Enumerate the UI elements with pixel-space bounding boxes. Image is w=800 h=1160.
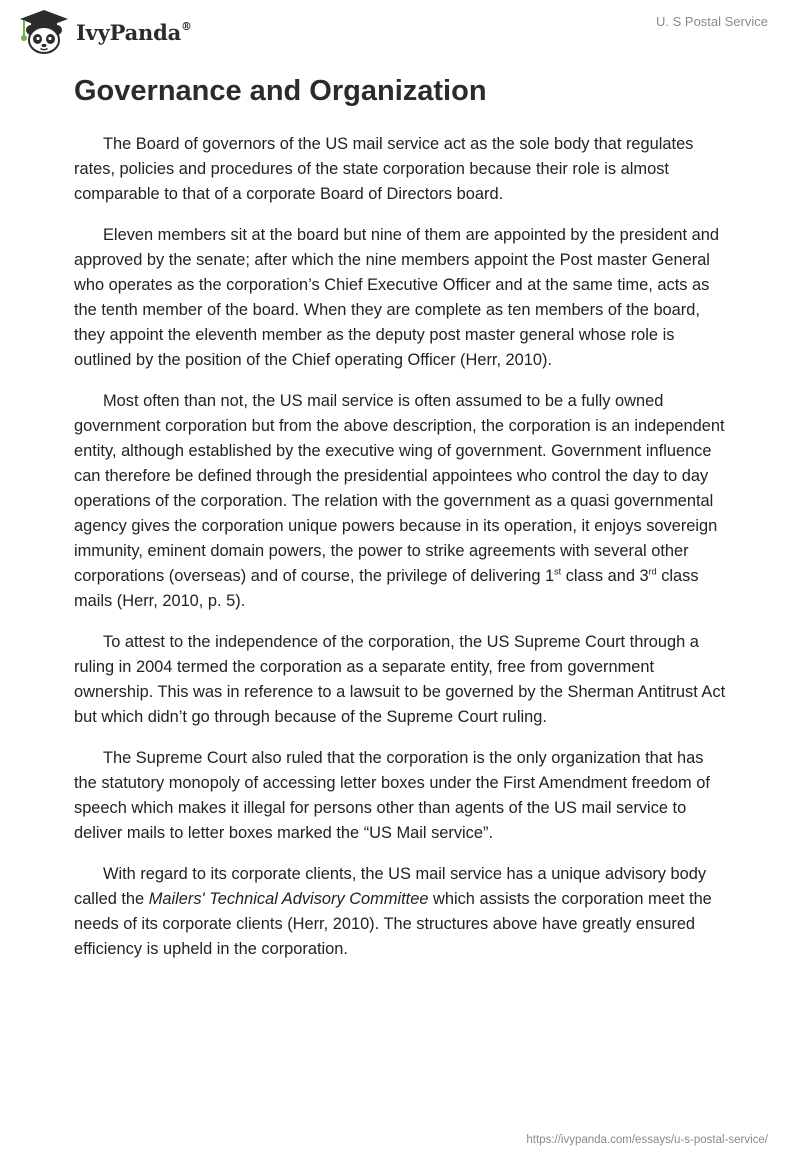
panda-graduate-icon [16,8,72,56]
paragraph-government-influence: Most often than not, the US mail service is often assumed to be a fully owned government corporation but from the above description, the corporation is an independent entity, although established by the executive wing of government. Government influence can therefore be defined through the presidential appointees who control the day to day operations of the corporation. The relation with the government as a quasi governmental agency gives the corporation unique powers because in its operation, it enjoys sovereign immunity, eminent domain powers, the power to strike agreements with several other corporations (overseas) and of course, the privilege of delivering 1st class and 3rd class mails (Herr, 2010, p. 5). [74,392,725,610]
paragraph-advisory-committee: With regard to its corporate clients, the US mail service has a unique advisory body called the Mailers' Technical Advisory Committee which assists the corporation meet the needs of its corporate clients (Herr, 2010). The structures above have greatly ensured efficiency is upheld in the corporation. [74,865,712,958]
registered-mark: ® [181,19,192,33]
page-header [0,0,800,64]
section-heading: Governance and Organization [74,75,487,107]
brand-logo[interactable] [16,8,192,56]
document-title: U. S Postal Service [656,14,768,29]
superscript-st: st [554,566,562,577]
paragraph-letter-box-monopoly: The Supreme Court also ruled that the corporation is the only organization that has the statutory monopoly of accessing letter boxes under the First Amendment freedom of speech which makes it illegal for persons other than agents of the US mail service to deliver mails to letter boxes marked the “US Mail service”. [74,749,710,842]
superscript-rd: rd [648,566,657,577]
article-body [74,72,726,978]
paragraph-supreme-court-independence: To attest to the independence of the corporation, the US Supreme Court through a ruling in 2004 termed the corporation as a separate entity, free from government ownership. This was in reference to a lawsuit to be governed by the Sherman Antitrust Act but which didn’t go through because of the Supreme Court ruling. [74,633,726,726]
committee-name: Mailers' Technical Advisory Committee [148,890,429,908]
brand-name: IvyPanda® [76,19,192,45]
source-url[interactable]: https://ivypanda.com/essays/u-s-postal-service/ [526,1134,768,1146]
paragraph-board-members: Eleven members sit at the board but nine of them are appointed by the president and approved by the senate; after which the nine members appoint the Post master General who operates as the corporation’s Chief Executive Officer and at the same time, acts as the tenth member of the board. When they are complete as ten members of the board, they appoint the eleventh member as the deputy post master general whose role is outlined by the position of the Chief operating Officer (Herr, 2010). [74,226,719,369]
paragraph-board-of-governors: The Board of governors of the US mail service act as the sole body that regulates rates, policies and procedures of the state corporation because their role is almost comparable to that of a corporate Board of Directors board. [74,135,694,203]
